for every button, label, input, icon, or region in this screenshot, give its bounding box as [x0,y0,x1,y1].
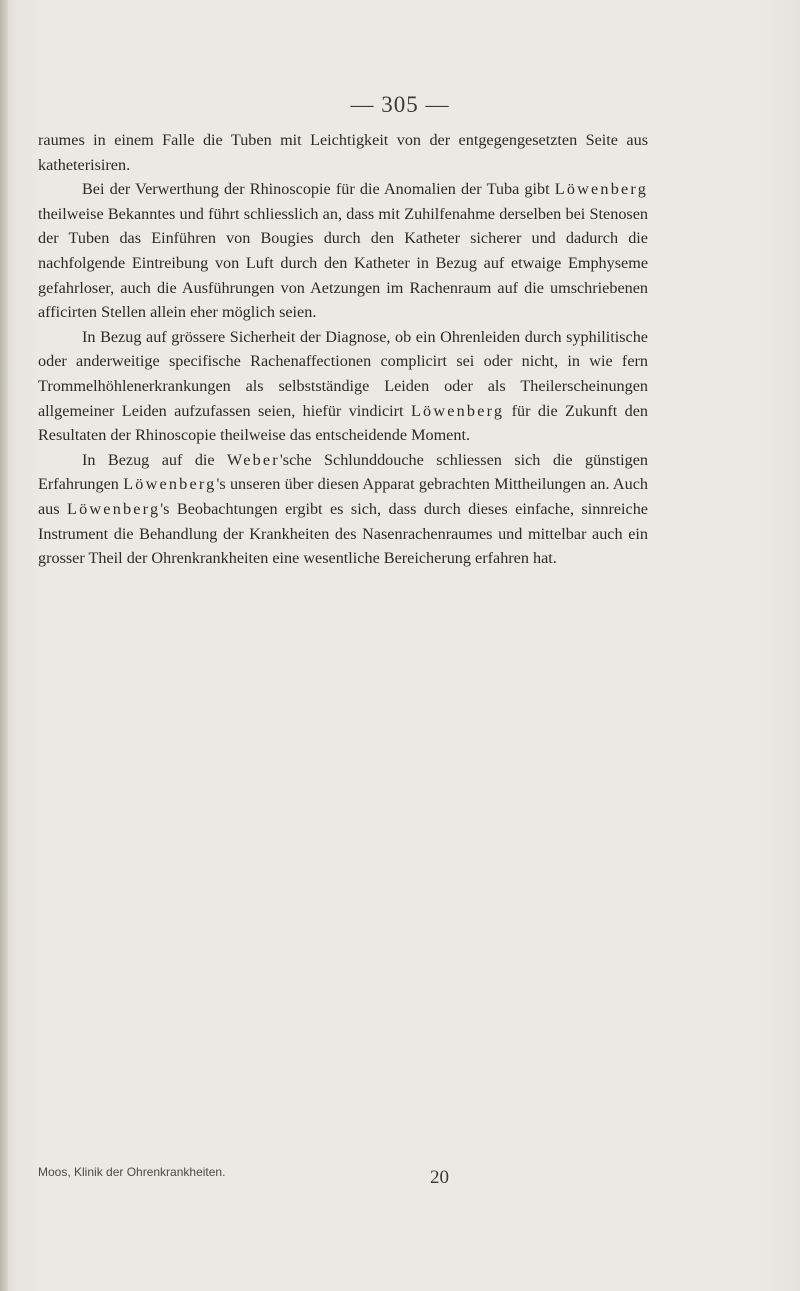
text-run: raumes in einem Falle die Tuben mit Leichtigkeit von der entgegengesetzten Seite aus katheterisiren. [38,131,648,174]
page-number: — 305 — [350,92,450,117]
text-run: In Bezug auf die [82,450,228,469]
person-name: Löwenberg [554,180,648,199]
person-name: Löwenberg [67,499,161,518]
text-run: In Bezug auf grössere Sicherheit der Diagnose, ob ein Ohrenleiden durch syphilitische oder anderweitige specifische Rachenaffectionen complicirt sei oder nicht, in wie fern Trommelhöhlenerkrankungen als selbstständige Leiden oder als Theilerscheinungen allgemeiner Leiden aufzufassen seien, hiefür vindicirt [38,327,648,420]
person-name: Löwenberg [123,475,217,494]
paragraph [38,325,648,448]
body-text [38,128,648,571]
text-run: für die Zukunft den Resultaten der Rhinoscopie theilweise das entscheidende Moment. [38,401,648,445]
paragraph [38,448,648,571]
person-name: Weber [227,450,280,469]
footer-signature: Moos, Klinik der Ohrenkrankheiten. [38,1165,226,1179]
paragraph [38,128,648,177]
paragraph [38,177,648,325]
person-name: Löwenberg [410,401,505,420]
text-run: 's Beobachtungen ergibt es sich, dass durch dieses einfache, sinnreiche Instrument die Behandlung der Krankheiten des Nasenrachenraumes und mittelbar auch ein grosser Theil der Ohrenkrankheiten eine wesentliche Bereicherung erfahren hat. [38,499,648,568]
text-run: theilweise Bekanntes und führt schliesslich an, dass mit Zuhilfenahme derselben bei Stenosen der Tuben das Einführen von Bougies durch den Katheter sicherer und dadurch die nachfolgende Eintreibung von Luft durch den Katheter in Bezug auf etwaige Emphyseme gefahrloser, auch die Ausführungen von Aetzungen im Rachenraum auf die umschriebenen afficirten Stellen allein eher möglich seien. [38,204,648,322]
sheet-number: 20 [430,1167,449,1188]
text-run: Bei der Verwerthung der Rhinoscopie für die Anomalien der Tuba gibt [82,180,555,199]
text-run: 'sche Schlunddouche schliessen sich die günstigen Erfahrungen [38,450,648,494]
binding-edge [0,0,8,1291]
text-run: 's unseren über diesen Apparat gebrachten Mittheilungen an. Auch aus [38,475,648,518]
